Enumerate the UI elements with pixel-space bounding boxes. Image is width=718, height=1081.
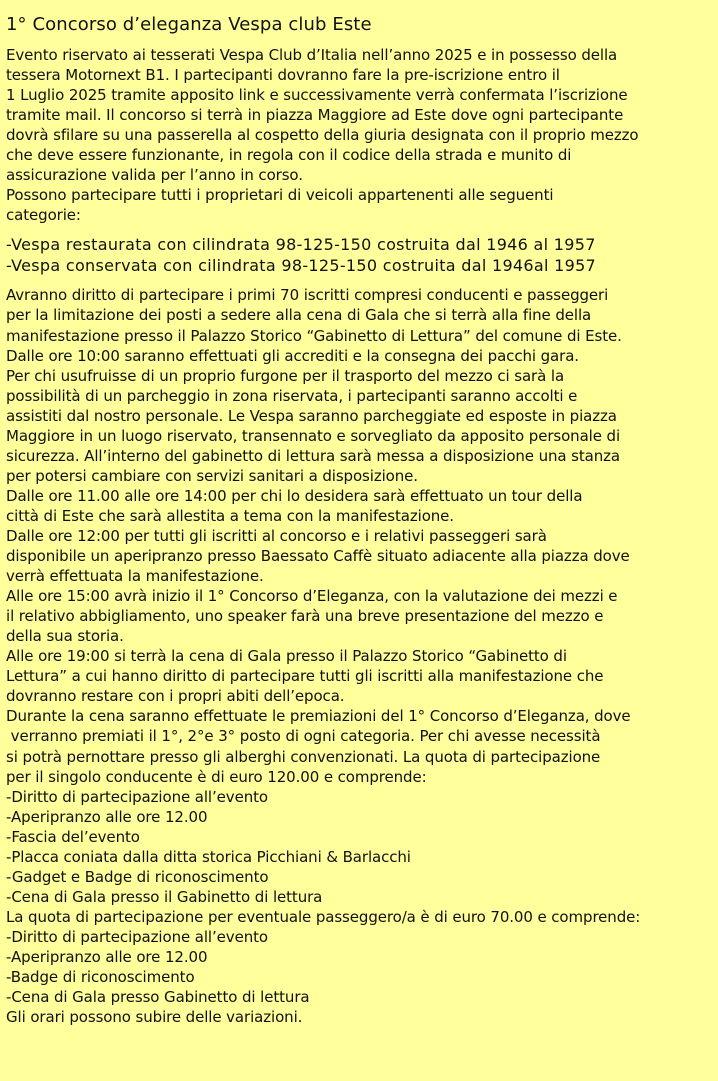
text-line: assicurazione valida per l’anno in corso.	[6, 166, 303, 185]
text-line: per la limitazione dei posti a sedere alla cena di Gala che si terrà alla fine della	[6, 306, 592, 325]
vehicle-categories	[6, 234, 712, 276]
included-item: -Diritto di partecipazione all’evento	[6, 787, 268, 806]
included-item: -Badge di riconoscimento	[6, 968, 195, 987]
text-line: della sua storia.	[6, 627, 124, 646]
included-item: -Gadget e Badge di riconoscimento	[6, 867, 269, 886]
text-line: Durante la cena saranno effettuate le premiazioni del 1° Concorso d’Eleganza, dove	[6, 707, 631, 726]
text-line: Avranno diritto di partecipare i primi 70 iscritti compresi conducenti e passeggeri	[6, 286, 609, 305]
included-item: -Cena di Gala presso il Gabinetto di lettura	[6, 887, 323, 906]
text-line: si potrà pernottare presso gli alberghi convenzionati. La quota di partecipazione	[6, 747, 601, 766]
text-line: Gli orari possono subire delle variazioni.	[6, 1008, 303, 1027]
text-line: per il singolo conducente è di euro 120.00 e comprende:	[6, 767, 427, 786]
text-line: Alle ore 15:00 avrà inizio il 1° Concorso d’Eleganza, con la valutazione dei mezzi e	[6, 587, 618, 606]
text-line: per potersi cambiare con servizi sanitari a disposizione.	[6, 466, 418, 485]
text-line: Dalle ore 10:00 saranno effettuati gli accrediti e la consegna dei pacchi gara.	[6, 346, 579, 365]
included-item: -Aperipranzo alle ore 12.00	[6, 807, 208, 826]
text-line: 1 Luglio 2025 tramite apposito link e successivamente verrà confermata l’iscrizione	[6, 86, 628, 105]
text-line: verrà effettuata la manifestazione.	[6, 567, 264, 586]
text-line: verranno premiati il 1°, 2°e 3° posto di ogni categoria. Per chi avesse necessità	[6, 727, 601, 746]
included-item: -Cena di Gala presso Gabinetto di lettura	[6, 988, 310, 1007]
text-line: manifestazione presso il Palazzo Storico “Gabinetto di Lettura” del comune di Este.	[6, 326, 622, 345]
paragraph-intro	[6, 45, 712, 225]
text-line: dovrà sfilare su una passerella al cospetto della giuria designata con il proprio mezzo	[6, 126, 639, 145]
text-line: Possono partecipare tutti i proprietari di veicoli appartenenti alle seguenti	[6, 186, 554, 205]
document-title: 1° Concorso d’eleganza Vespa club Este	[6, 14, 372, 35]
text-line: Dalle ore 11.00 alle ore 14:00 per chi lo desidera sarà effettuato un tour della	[6, 486, 583, 505]
text-line: La quota di partecipazione per eventuale passeggero/a è di euro 70.00 e comprende:	[6, 907, 641, 926]
text-line: Alle ore 19:00 si terrà la cena di Gala presso il Palazzo Storico “Gabinetto di	[6, 647, 567, 666]
category-item: -Vespa conservata con cilindrata 98-125-150 costruita dal 1946al 1957	[6, 256, 597, 276]
paragraph-details	[6, 285, 712, 1027]
category-item: -Vespa restaurata con cilindrata 98-125-150 costruita dal 1946 al 1957	[6, 235, 596, 255]
included-item: -Diritto di partecipazione all’evento	[6, 927, 268, 946]
text-line: categorie:	[6, 206, 81, 225]
text-line: tessera Motornext B1. I partecipanti dovranno fare la pre-iscrizione entro il	[6, 66, 560, 85]
included-item: -Fascia del’evento	[6, 827, 140, 846]
text-line: sicurezza. All’interno del gabinetto di lettura sarà messa a disposizione una stanza	[6, 446, 621, 465]
text-line: il relativo abbigliamento, uno speaker farà una breve presentazione del mezzo e	[6, 607, 604, 626]
included-item: -Aperipranzo alle ore 12.00	[6, 947, 208, 966]
text-line: disponibile un aperipranzo presso Baessato Caffè situato adiacente alla piazza dove	[6, 547, 630, 566]
text-line: Lettura” a cui hanno diritto di partecipare tutti gli iscritti alla manifestazione che	[6, 667, 604, 686]
text-line: Evento riservato ai tesserati Vespa Club d’Italia nell’anno 2025 e in possesso della	[6, 46, 618, 64]
text-line: tramite mail. Il concorso si terrà in piazza Maggiore ad Este dove ogni partecipante	[6, 106, 624, 125]
text-line: che deve essere funzionante, in regola con il codice della strada e munito di	[6, 146, 572, 165]
text-line: dovranno restare con i propri abiti dell’epoca.	[6, 687, 345, 706]
text-line: città di Este che sarà allestita a tema con la manifestazione.	[6, 506, 454, 525]
document-body	[6, 45, 712, 1027]
text-line: Dalle ore 12:00 per tutti gli iscritti al concorso e i relativi passeggeri sarà	[6, 526, 547, 545]
text-line: Maggiore in un luogo riservato, transennato e sorvegliato da apposito personale di	[6, 426, 621, 445]
text-line: possibilità di un parcheggio in zona riservata, i partecipanti saranno accolti e	[6, 386, 578, 405]
text-line: assistiti dal nostro personale. Le Vespa saranno parcheggiate ed esposte in piazza	[6, 406, 617, 425]
text-line: Per chi usufruisse di un proprio furgone per il trasporto del mezzo ci sarà la	[6, 366, 565, 385]
included-item: -Placca coniata dalla ditta storica Picchiani & Barlacchi	[6, 847, 411, 866]
